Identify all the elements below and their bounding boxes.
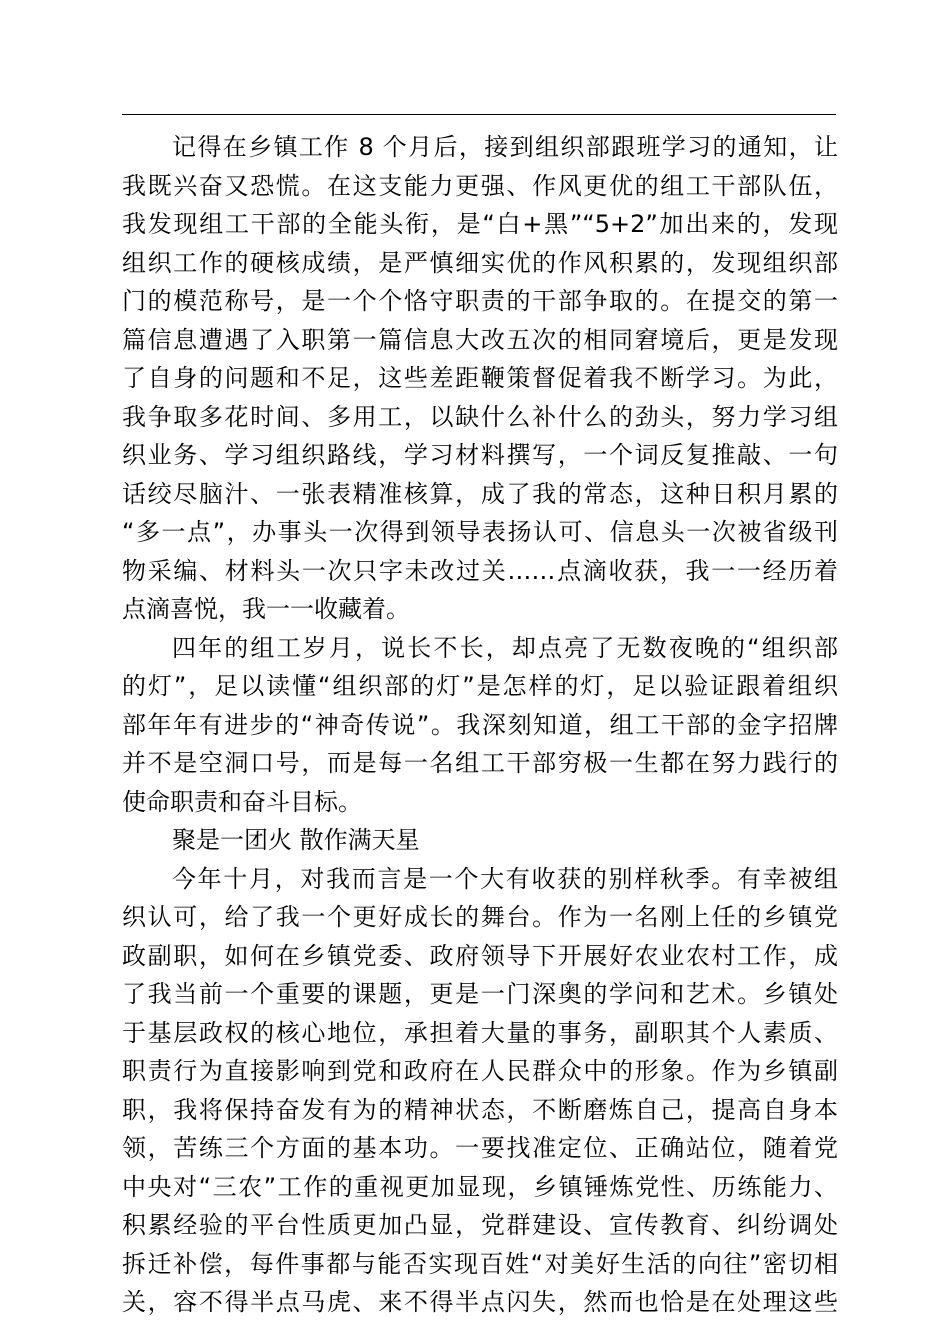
text-line: 了我当前一个重要的课题，更是一门深奥的学问和艺术。乡镇处: [122, 980, 838, 1008]
text-line: 了自身的问题和不足，这些差距鞭策督促着我不断学习。为此，: [122, 364, 838, 392]
header-rule: [122, 114, 836, 115]
text-line: 物采编、材料头一次只字未改过关……点滴收获，我一一经历着: [122, 556, 838, 585]
text-line: 的灯”，足以读懂“组织部的灯”是怎样的灯，足以验证跟着组织: [122, 672, 838, 700]
text-line: “多一点”，办事头一次得到领导表扬认可、信息头一次被省级刊: [122, 518, 838, 546]
text-line: 我既兴奋又恐慌。在这支能力更强、作风更优的组工干部队伍，: [122, 171, 838, 200]
text-line: 积累经验的平台性质更加凸显，党群建设、宣传教育、纠纷调处: [122, 1211, 838, 1239]
text-line: 我争取多花时间、多用工，以缺什么补什么的劲头，努力学习组: [122, 402, 838, 431]
text-line: 部年年有进步的“神奇传说”。我深刻知道，组工干部的金字招牌: [122, 710, 838, 739]
text-line: 今年十月，对我而言是一个大有收获的别样秋季。有幸被组: [172, 864, 838, 893]
text-line: 于基层政权的核心地位，承担着大量的事务，副职其个人素质、: [122, 1018, 838, 1047]
text-line: 记得在乡镇工作 8 个月后，接到组织部跟班学习的通知，让: [172, 133, 838, 161]
text-line: 门的模范称号，是一个个恪守职责的干部争取的。在提交的第一: [122, 287, 838, 315]
text-line: 中央对“三农”工作的重视更加显现，乡镇锤炼党性、历练能力、: [122, 1172, 838, 1201]
text-line: 四年的组工岁月，说长不长，却点亮了无数夜晚的“组织部: [172, 633, 838, 662]
text-line: 职责行为直接影响到党和政府在人民群众中的形象。作为乡镇副: [122, 1057, 838, 1085]
paragraph-2: [122, 629, 838, 822]
heading-line: 聚是一团火 散作满天星: [172, 826, 420, 854]
text-line: 篇信息遭遇了入职第一篇信息大改五次的相同窘境后，更是发现: [122, 325, 838, 354]
text-line: 使命职责和奋斗目标。: [122, 787, 362, 816]
text-line: 织业务、学习组织路线，学习材料撰写，一个词反复推敲、一句: [122, 441, 838, 469]
text-line: 领，苦练三个方面的基本功。一要找准定位、正确站位，随着党: [122, 1134, 838, 1162]
text-line: 拆迁补偿，每件事都与能否实现百姓“对美好生活的向往”密切相: [122, 1249, 838, 1278]
text-line: 关，容不得半点马虎、来不得半点闪失，然而也恰是在处理这些: [122, 1288, 838, 1316]
text-line: 组织工作的硬核成绩，是严慎细实优的作风积累的，发现组织部: [122, 248, 838, 277]
section-heading: [122, 821, 838, 860]
paragraph-1: [122, 128, 838, 629]
text-line: 政副职，如何在乡镇党委、政府领导下开展好农业农村工作，成: [122, 941, 838, 970]
text-line: 职，我将保持奋发有为的精神状态，不断磨炼自己，提高自身本: [122, 1095, 838, 1124]
text-line: 点滴喜悦，我一一收藏着。: [122, 595, 410, 623]
text-line: 话绞尽脑汁、一张表精准核算，成了我的常态，这种日积月累的: [122, 479, 838, 508]
text-line: 并不是空洞口号，而是每一名组工干部穷极一生都在努力践行的: [122, 749, 838, 777]
paragraph-3: [122, 860, 838, 1322]
text-line: 我发现组工干部的全能头衔，是“白+黑”“5+2”加出来的，发现: [122, 210, 838, 238]
document-body: [122, 128, 838, 1322]
text-line: 织认可，给了我一个更好成长的舞台。作为一名刚上任的乡镇党: [122, 903, 838, 931]
